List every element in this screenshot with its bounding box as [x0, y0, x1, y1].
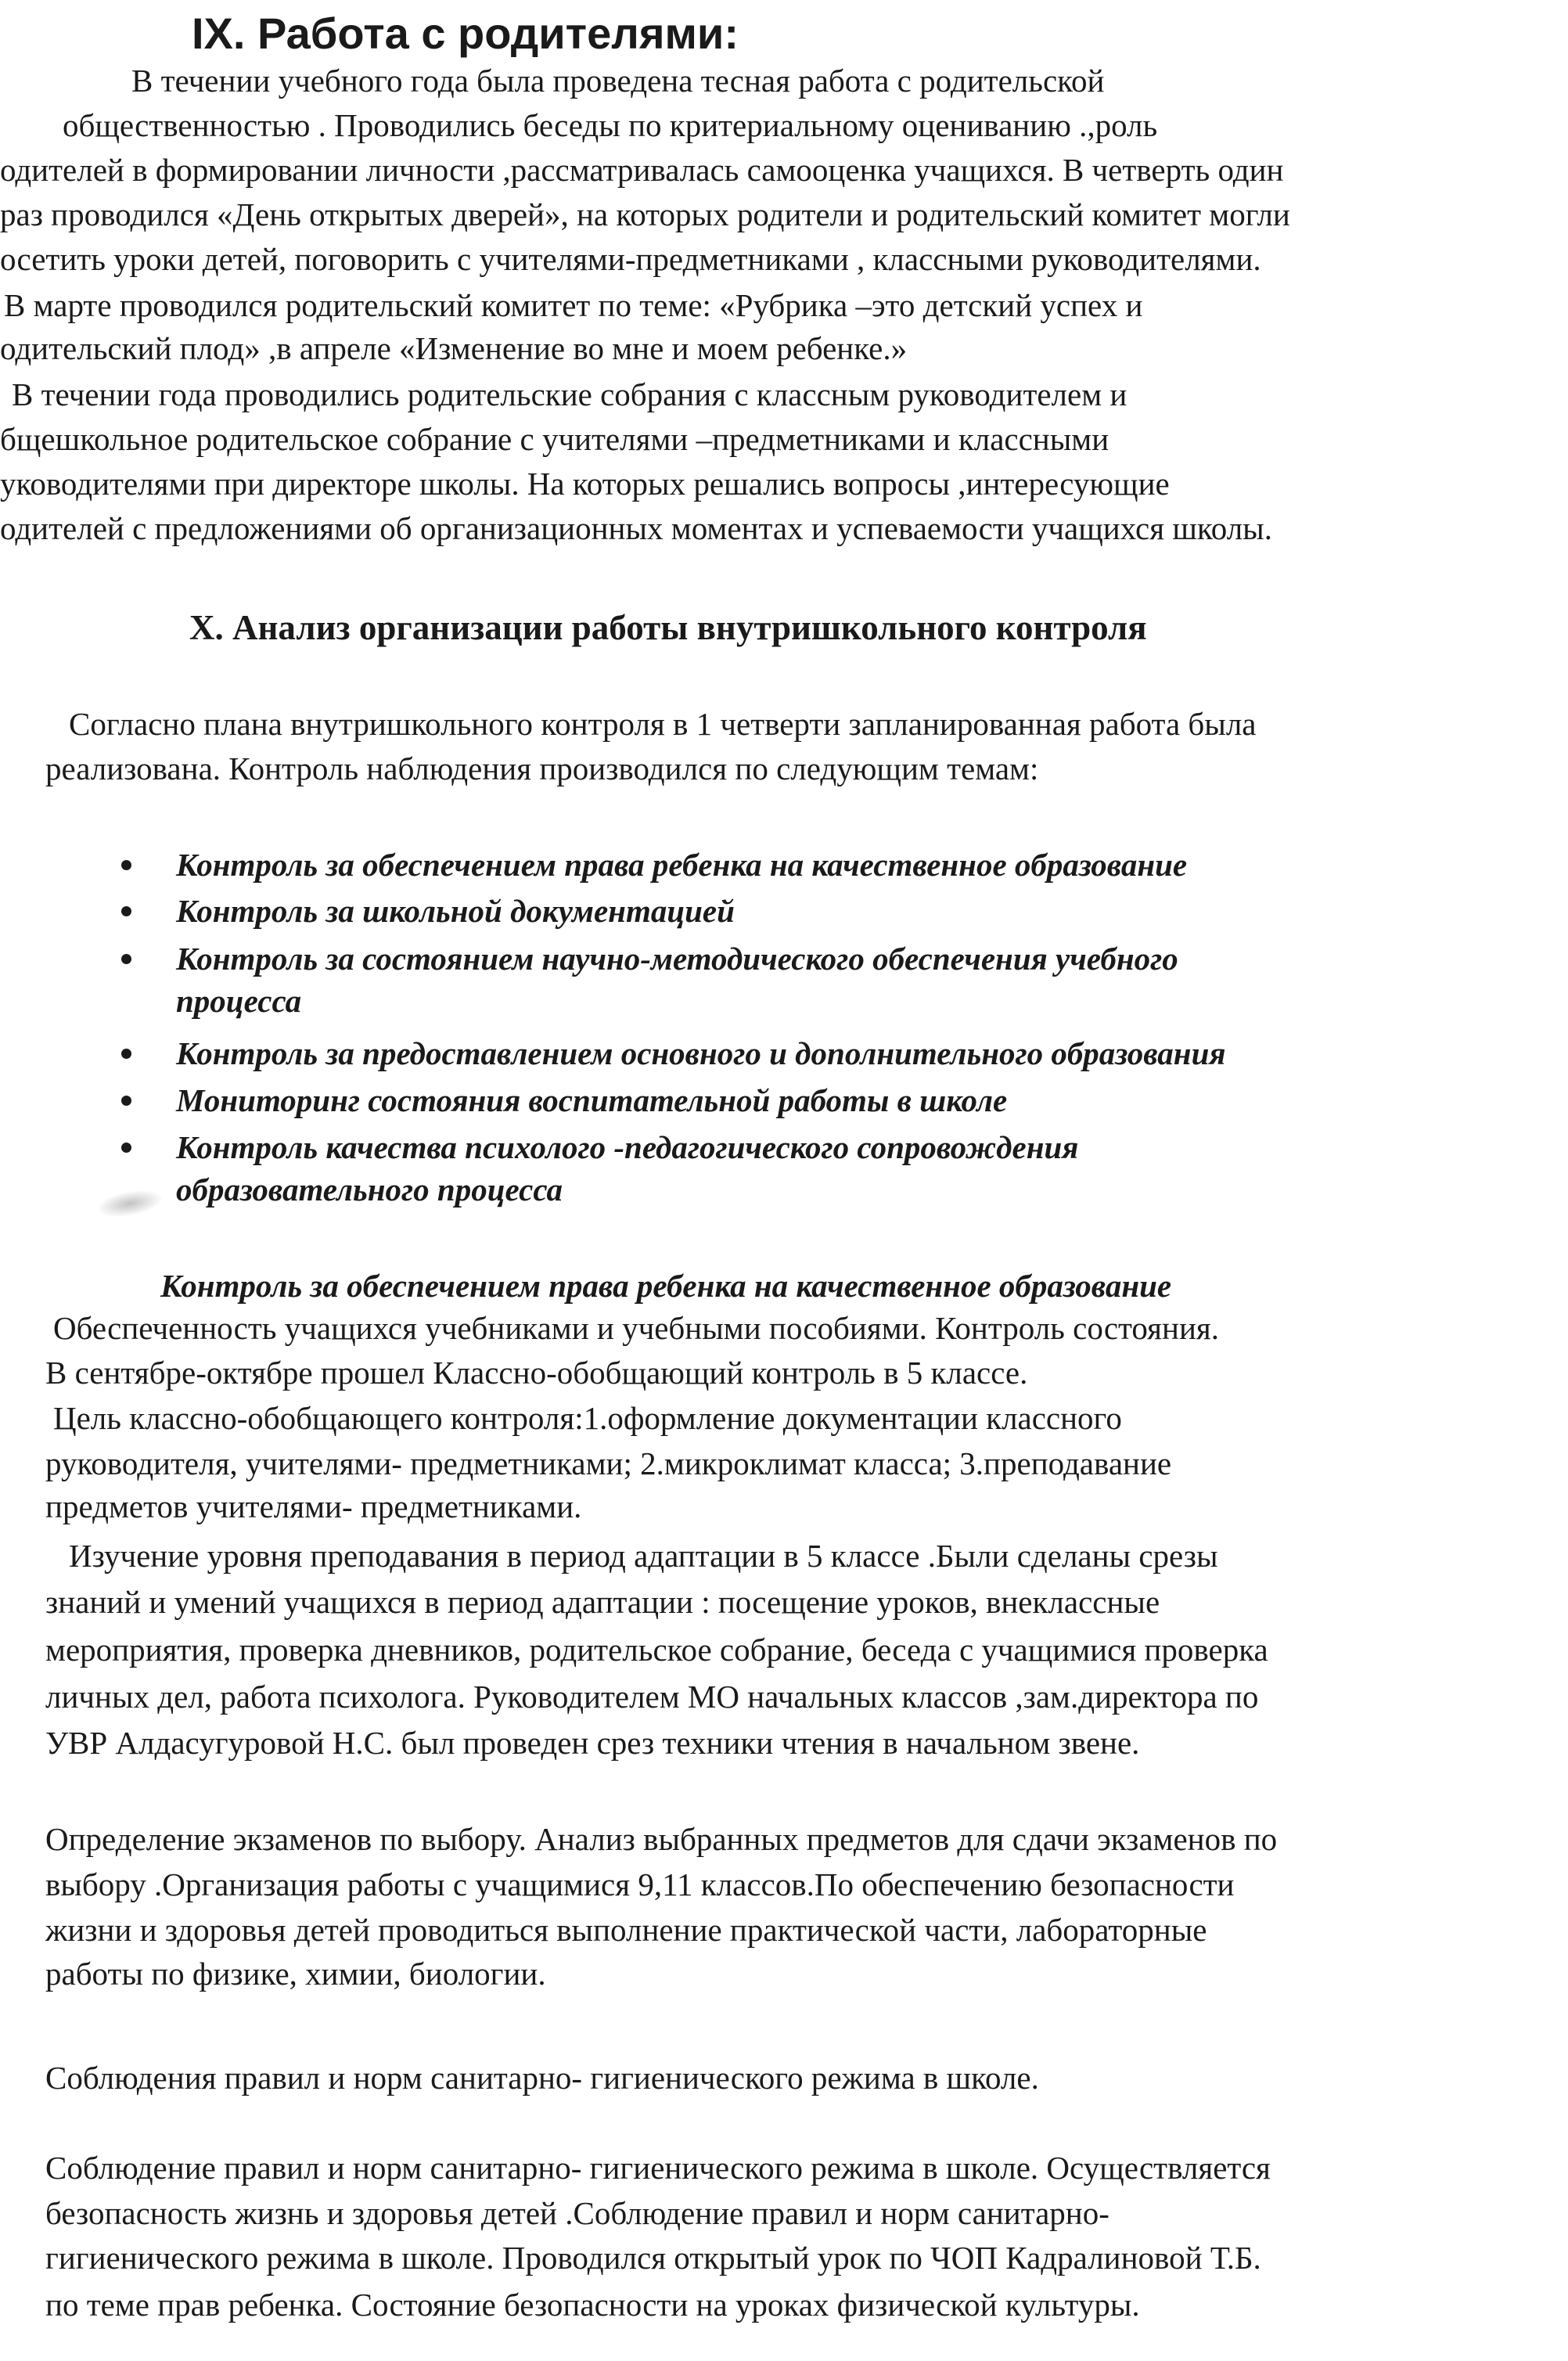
paragraph-line: по теме прав ребенка. Состояние безопасности на уроках физической культуры. — [45, 2287, 1140, 2323]
section-9-line: В марте проводился родительский комитет по теме: «Рубрика –это детский успех и — [4, 287, 1143, 323]
bullet-text: Контроль за школьной документацией — [176, 893, 735, 929]
paragraph-line: работы по физике, химии, биологии. — [45, 1956, 546, 1992]
bullet-dot-icon — [121, 1049, 131, 1059]
bullet-text: Контроль качества психолого -педагогического сопровождения — [176, 1129, 1079, 1165]
bullet-dot-icon — [121, 906, 131, 916]
bullet-text: Контроль за обеспечением права ребенка на качественное образование — [176, 847, 1188, 883]
paragraph-line: личных дел, работа психолога. Руководителем МО начальных классов ,зам.директора по — [45, 1679, 1259, 1715]
paragraph-line: В сентябре-октябре прошел Классно-обобщающий контроль в 5 классе. — [45, 1355, 1028, 1391]
paragraph-line: гигиенического режима в школе. Проводился открытый урок по ЧОП Кадралиновой Т.Б. — [45, 2240, 1261, 2276]
intro-line: реализована. Контроль наблюдения производился по следующим темам: — [45, 750, 1039, 786]
section-9-line: одителей с предложениями об организационных моментах и успеваемости учащихся школы. — [0, 510, 1272, 546]
paragraph-line: предметов учителями- предметниками. — [45, 1488, 582, 1524]
subsection-heading: Контроль за обеспечением права ребенка на качественное образование — [160, 1268, 1172, 1304]
paragraph-line: безопасность жизнь и здоровья детей .Соблюдение правил и норм санитарно- — [45, 2195, 1109, 2231]
section-9-line: осетить уроки детей, поговорить с учителями-предметниками , классными руководителями. — [0, 241, 1261, 277]
section-10-heading: X. Анализ организации работы внутришкольного контроля — [189, 608, 1147, 647]
section-9-line: бщешкольное родительское собрание с учителями –предметниками и классными — [0, 421, 1109, 457]
intro-line: Согласно плана внутришкольного контроля в 1 четверти запланированная работа была — [69, 706, 1257, 742]
section-9-line: одителей в формировании личности ,рассматривалась самооценка учащихся. В четверть один — [0, 152, 1284, 188]
paragraph-line: выбору .Организация работы с учащимися 9,11 классов.По обеспечению безопасности — [45, 1866, 1235, 1902]
bullet-text-continuation: образовательного процесса — [176, 1172, 563, 1207]
bullet-text-continuation: процесса — [176, 983, 302, 1019]
paragraph-line: Соблюдение правил и норм санитарно- гигиенического режима в школе. Осуществляется — [45, 2150, 1271, 2186]
bullet-dot-icon — [121, 954, 131, 964]
section-9-heading: IX. Работа с родителями: — [192, 9, 739, 58]
paragraph-line: мероприятия, проверка дневников, родительское собрание, беседа с учащимися проверка — [45, 1632, 1268, 1668]
paragraph-line: жизни и здоровья детей проводиться выполнение практической части, лабораторные — [45, 1912, 1207, 1948]
section-9-line: одительский плод» ,в апреле «Изменение во мне и моем ребенке.» — [0, 330, 908, 366]
paragraph-line: Обеспеченность учащихся учебниками и учебными пособиями. Контроль состояния. — [53, 1310, 1219, 1346]
bullet-dot-icon — [121, 860, 131, 870]
paragraph-line: знаний и умений учащихся в период адаптации : посещение уроков, внеклассные — [45, 1584, 1160, 1620]
section-9-line: уководителями при директоре школы. На которых решались вопросы ,интересующие — [0, 466, 1170, 502]
scan-smudge — [96, 1186, 164, 1221]
paragraph-line: Определение экзаменов по выбору. Анализ выбранных предметов для сдачи экзаменов по — [45, 1821, 1278, 1857]
bullet-text: Мониторинг состояния воспитательной работы в школе — [176, 1082, 1008, 1118]
section-9-line: В течении учебного года была проведена тесная работа с родительской — [131, 63, 1105, 99]
bullet-dot-icon — [121, 1096, 131, 1106]
paragraph-line: Цель классно-обобщающего контроля:1.оформление документации классного — [53, 1400, 1122, 1436]
bullet-dot-icon — [121, 1143, 131, 1153]
paragraph-line: Изучение уровня преподавания в период адаптации в 5 классе .Были сделаны срезы — [69, 1538, 1218, 1574]
paragraph-line: Соблюдения правил и норм санитарно- гигиенического режима в школе. — [45, 2060, 1039, 2096]
paragraph-line: руководителя, учителями- предметниками; 2.микроклимат класса; 3.преподавание — [45, 1445, 1172, 1481]
section-9-line: общественностью . Проводились беседы по критериальному оцениванию .,роль — [63, 107, 1158, 143]
section-9-line: В течении года проводились родительские собрания с классным руководителем и — [12, 376, 1127, 412]
paragraph-line: УВР Алдасугуровой Н.С. был проведен срез техники чтения в начальном звене. — [45, 1725, 1140, 1761]
bullet-text: Контроль за предоставлением основного и дополнительного образования — [176, 1035, 1226, 1071]
bullet-text: Контроль за состоянием научно-методического обеспечения учебного — [176, 941, 1178, 977]
section-9-line: раз проводился «День открытых дверей», на которых родители и родительский комитет могли — [0, 196, 1290, 232]
